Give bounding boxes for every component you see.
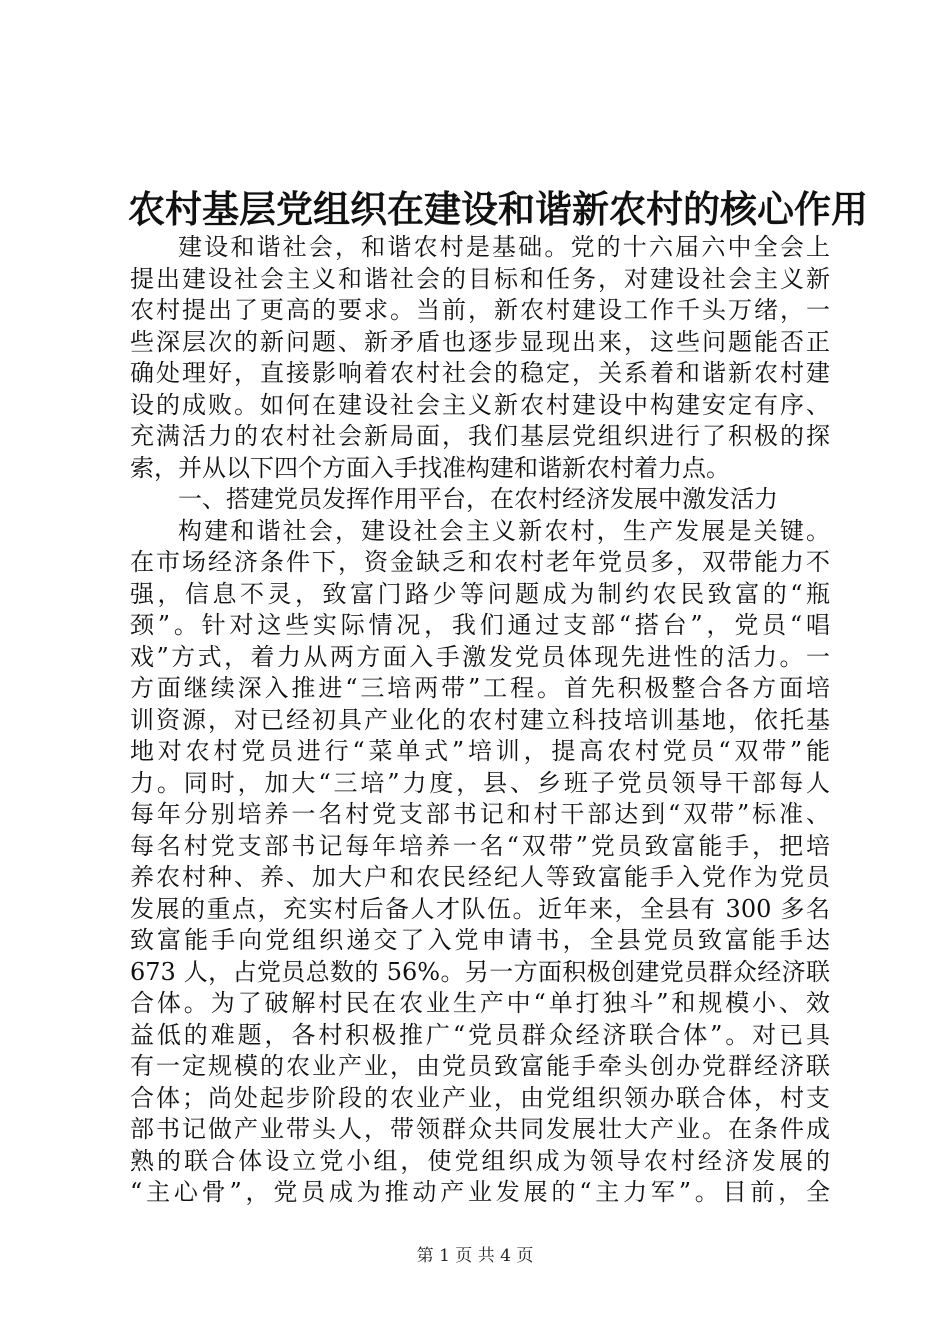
body-line: 673 人，占党员总数的 56%。另一方面积极创建党员群众经济联 bbox=[130, 957, 830, 986]
body-line: 发展的重点，充实村后备人才队伍。近年来，全县有 300 多名 bbox=[130, 894, 830, 923]
body-line: 强，信息不灵，致富门路少等问题成为制约农民致富的“瓶 bbox=[130, 579, 830, 608]
body-line: 充满活力的农村社会新局面，我们基层党组织进行了积极的探 bbox=[130, 422, 830, 450]
body-line: 养农村种、养、加大户和农民经纪人等致富能手入党作为党员 bbox=[130, 863, 830, 891]
body-line: 有一定规模的农业产业，由党员致富能手牵头创办党群经济联 bbox=[130, 1052, 830, 1080]
body-line: 颈”。针对这些实际情况，我们通过支部“搭台”，党员“唱 bbox=[130, 611, 830, 639]
body-line: 方面继续深入推进“三培两带”工程。首先积极整合各方面培 bbox=[130, 674, 830, 702]
body-line: 训资源，对已经初具产业化的农村建立科技培训基地，依托基 bbox=[130, 705, 830, 734]
body-line: 确处理好，直接影响着农村社会的稳定，关系着和谐新农村建 bbox=[130, 359, 830, 387]
body-line: 熟的联合体设立党小组，使党组织成为领导农村经济发展的 bbox=[130, 1146, 830, 1175]
body-line: 建设和谐社会，和谐农村是基础。党的十六届六中全会上 bbox=[178, 233, 830, 261]
body-line: 索，并从以下四个方面入手找准构建和谐新农村着力点。 bbox=[130, 453, 730, 482]
body-line: 在市场经济条件下，资金缺乏和农村老年党员多，双带能力不 bbox=[130, 548, 830, 576]
body-line: 每年分别培养一名村党支部书记和村干部达到“双带”标准、 bbox=[130, 800, 830, 828]
body-line: 构建和谐社会，建设社会主义新农村，生产发展是关键。 bbox=[178, 516, 830, 545]
body-line: 设的成败。如何在建设社会主义新农村建设中构建安定有序、 bbox=[130, 390, 830, 419]
body-line: 戏”方式，着力从两方面入手激发党员体现先进性的活力。一 bbox=[130, 642, 830, 671]
body-line: 合体；尚处起步阶段的农业产业，由党组织领办联合体，村支 bbox=[130, 1083, 830, 1112]
body-line: 地对农村党员进行“菜单式”培训，提高农村党员“双带”能 bbox=[130, 737, 830, 765]
document-title: 农村基层党组织在建设和谐新农村的核心作用 bbox=[128, 187, 868, 231]
body-line: 合体。为了破解村民在农业生产中“单打独斗”和规模小、效 bbox=[130, 989, 830, 1017]
body-line: 部书记做产业带头人，带领群众共同发展壮大产业。在条件成 bbox=[130, 1115, 830, 1143]
section-heading: 一、搭建党员发挥作用平台，在农村经济发展中激发活力 bbox=[178, 485, 778, 513]
page-number-footer: 第 1 页 共 4 页 bbox=[416, 1246, 534, 1266]
body-line: 益低的难题，各村积极推广“党员群众经济联合体”。对已具 bbox=[130, 1020, 830, 1049]
body-line: “主心骨”，党员成为推动产业发展的“主力军”。目前，全 bbox=[130, 1178, 830, 1206]
body-line: 提出建设社会主义和谐社会的目标和任务，对建设社会主义新 bbox=[130, 264, 830, 293]
body-line: 每名村党支部书记每年培养一名“双带”党员致富能手，把培 bbox=[130, 831, 830, 860]
body-line: 致富能手向党组织递交了入党申请书，全县党员致富能手达 bbox=[130, 926, 830, 954]
body-line: 力。同时，加大“三培”力度，县、乡班子党员领导干部每人 bbox=[130, 768, 830, 797]
body-line: 些深层次的新问题、新矛盾也逐步显现出来，这些问题能否正 bbox=[130, 327, 830, 356]
document-body bbox=[130, 232, 830, 1209]
body-line: 农村提出了更高的要求。当前，新农村建设工作千头万绪，一 bbox=[130, 296, 830, 324]
